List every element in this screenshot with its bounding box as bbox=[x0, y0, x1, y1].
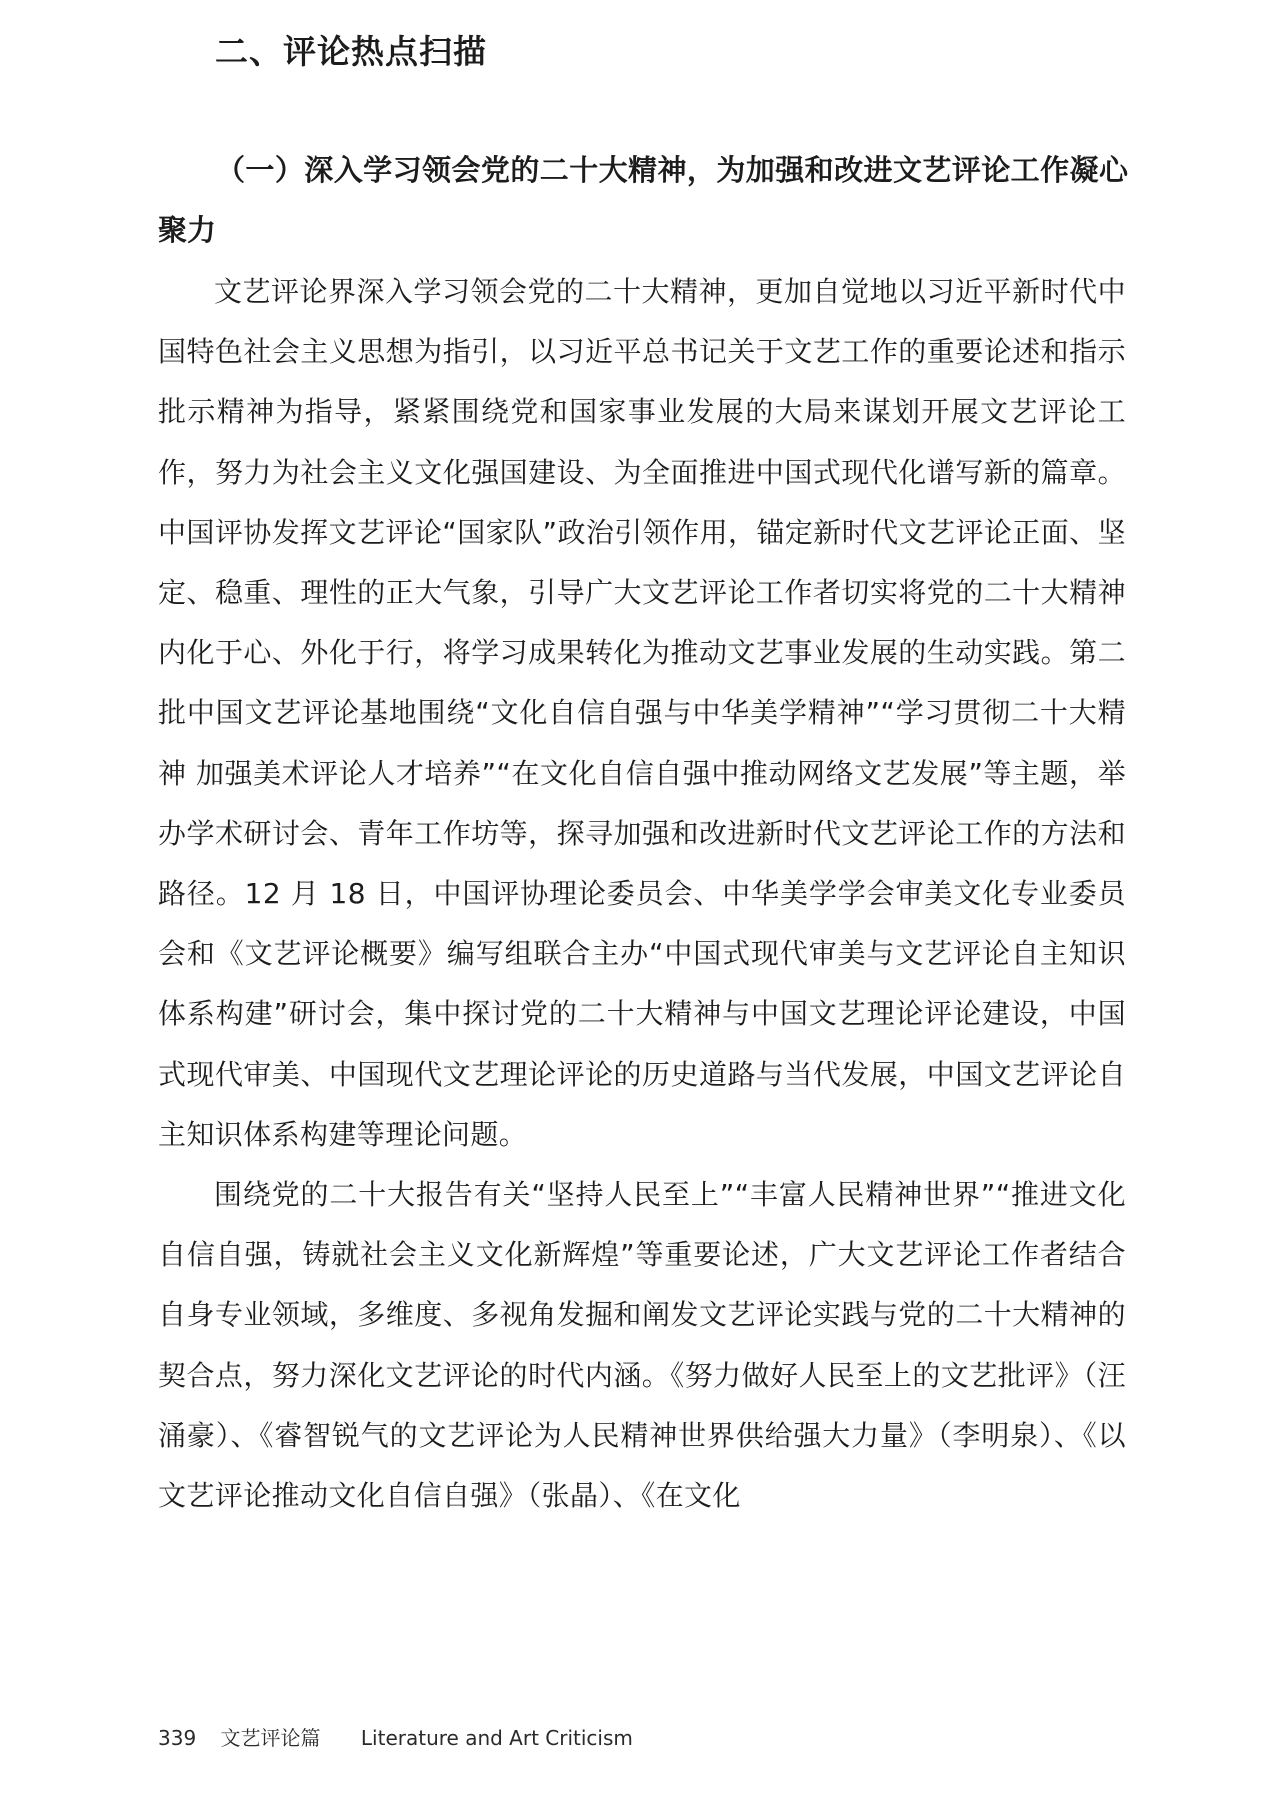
footer-section-name-en: Literature and Art Criticism bbox=[360, 1726, 633, 1750]
page-number: 339 bbox=[158, 1726, 197, 1750]
section-heading: 二、评论热点扫描 bbox=[215, 32, 487, 71]
paragraph: 围绕党的二十大报告有关“坚持人民至上”“丰富人民精神世界”“推进文化自信自强，铸就社会主义文化新辉煌”等重要论述，广大文艺评论工作者结合自身专业领域，多维度、多视角发掘和阐发文艺评论实践与党的二十大精神的契合点，努力深化文艺评论的时代内涵。《努力做好人民至上的文艺批评》（汪涌豪）、《睿智锐气的文艺评论为人民精神世界供给强大力量》（李明泉）、《以文艺评论推动文化自信自强》（张晶）、《在文化 bbox=[158, 1178, 1126, 1513]
footer-section-name: 文艺评论篇 bbox=[220, 1726, 321, 1750]
article-body bbox=[158, 262, 1126, 1526]
paragraph: 文艺评论界深入学习领会党的二十大精神，更加自觉地以习近平新时代中国特色社会主义思想为指引，以习近平总书记关于文艺工作的重要论述和指示批示精神为指导，紧紧围绕党和国家事业发展的大局来谋划开展文艺评论工作，努力为社会主义文化强国建设、为全面推进中国式现代化谱写新的篇章。中国评协发挥文艺评论“国家队”政治引领作用，锚定新时代文艺评论正面、坚定、稳重、理性的正大气象，引导广大文艺评论工作者切实将党的二十大精神内化于心、外化于行，将学习成果转化为推动文艺事业发展的生动实践。第二批中国文艺评论基地围绕“文化自信自强与中华美学精神”“学习贯彻二十大精神 加强美术评论人才培养”“在文化自信自强中推动网络文艺发展”等主题，举办学术研讨会、青年工作坊等，探寻加强和改进新时代文艺评论工作的方法和路径。12 月 18 日，中国评协理论委员会、中华美学学会审美文化专业委员会和《文艺评论概要》编写组联合主办“中国式现代审美与文艺评论自主知识体系构建”研讨会，集中探讨党的二十大精神与中国文艺理论评论建设，中国式现代审美、中国现代文艺理论评论的历史道路与当代发展，中国文艺评论自主知识体系构建等理论问题。 bbox=[158, 275, 1126, 1151]
page-footer bbox=[158, 1724, 633, 1752]
subsection-heading: （一）深入学习领会党的二十大精神，为加强和改进文艺评论工作凝心聚力 bbox=[158, 153, 1128, 247]
